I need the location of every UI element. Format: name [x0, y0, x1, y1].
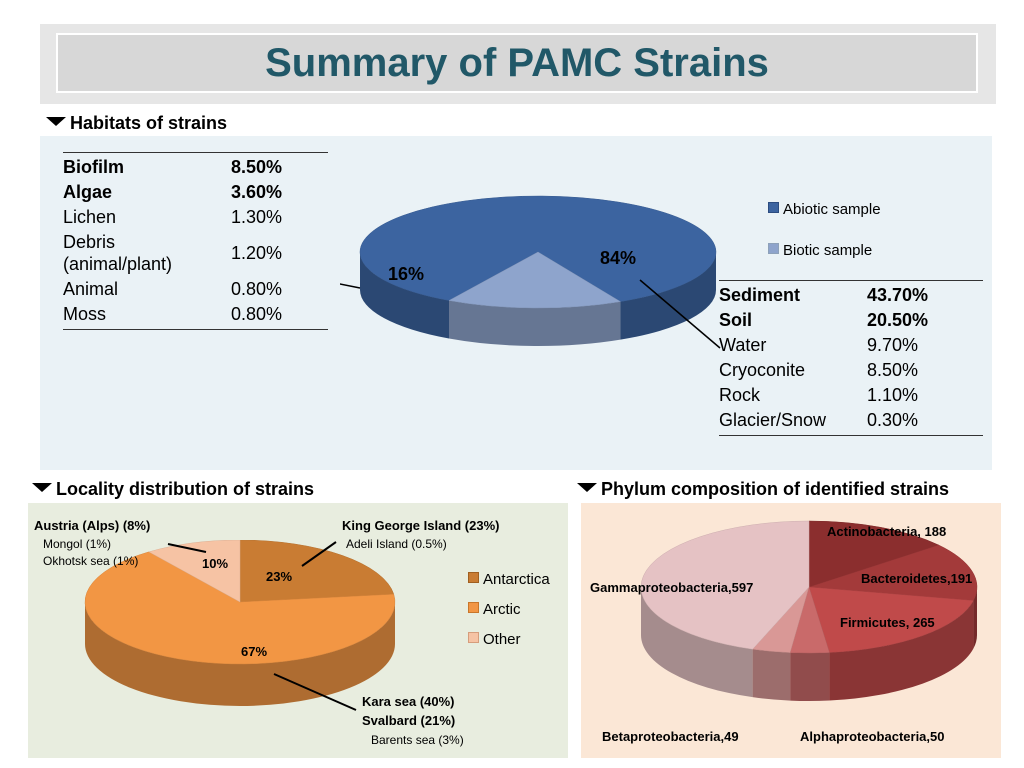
row-value: 3.60%	[231, 182, 283, 202]
table-row	[63, 277, 288, 302]
row-value: 1.30%	[231, 207, 283, 227]
bacteroidetes-label: Bacteroidetes,191	[861, 571, 973, 586]
row-label: Lichen	[63, 207, 117, 227]
triangle-down-icon	[46, 117, 66, 126]
table-row	[63, 180, 288, 205]
row-label: Glacier/Snow	[719, 410, 827, 430]
arctic-annotation-sub: Barents sea (3%)	[371, 733, 464, 747]
row-value: 8.50%	[231, 157, 283, 177]
legend-swatch-antarctica	[468, 572, 479, 583]
row-label: Debris (animal/plant)	[63, 232, 173, 274]
betaproteobacteria-label: Betaproteobacteria,49	[602, 729, 739, 744]
row-value: 1.20%	[231, 243, 283, 263]
alphaproteobacteria-label: Alphaproteobacteria,50	[800, 729, 945, 744]
row-label: Animal	[63, 279, 119, 299]
betaproteobacteria-side	[753, 649, 791, 700]
legend-other	[468, 631, 521, 648]
legend-abiotic-label: Abiotic sample	[783, 201, 881, 218]
row-label: Sediment	[719, 285, 801, 305]
row-value: 9.70%	[867, 335, 919, 355]
row-label: Water	[719, 335, 767, 355]
alphaproteobacteria-side	[790, 653, 829, 701]
phylum-heading	[577, 479, 949, 500]
row-label: Rock	[719, 385, 761, 405]
row-value: 0.30%	[867, 410, 919, 430]
legend-arctic	[468, 601, 521, 618]
table-row	[719, 283, 934, 308]
table-row	[719, 408, 934, 433]
legend-swatch-arctic	[468, 602, 479, 613]
locality-heading-text: Locality distribution of strains	[56, 479, 315, 499]
row-label: Moss	[63, 304, 107, 324]
phylum-heading-text: Phylum composition of identified strains	[601, 479, 950, 499]
biotic-table	[63, 152, 328, 330]
firmicutes-label: Firmicutes, 265	[840, 615, 935, 630]
legend-biotic	[768, 242, 872, 259]
row-label: Algae	[63, 182, 113, 202]
legend-abiotic	[768, 201, 881, 218]
arctic-annotation-main2: Svalbard (21%)	[362, 713, 456, 728]
legend-swatch-abiotic	[768, 202, 779, 213]
biotic-breakdown-table	[63, 155, 288, 327]
arctic-slice-label: 67%	[240, 644, 268, 659]
table-row	[63, 230, 288, 277]
legend-biotic-label: Biotic sample	[783, 242, 873, 259]
row-value: 8.50%	[867, 360, 919, 380]
antarctica-slice-label: 23%	[265, 569, 293, 584]
table-row	[63, 155, 288, 180]
abiotic-slice-label: 84%	[599, 248, 637, 268]
slide-title: Summary of PAMC Strains	[265, 41, 769, 85]
row-value: 0.80%	[231, 304, 283, 324]
row-label: Soil	[719, 310, 753, 330]
habitats-heading-text: Habitats of strains	[70, 113, 228, 133]
antarctica-annotation-main: King George Island (23%)	[342, 518, 500, 533]
table-row	[719, 358, 934, 383]
habitats-pie-chart	[340, 190, 730, 365]
arctic-annotation-main1: Kara sea (40%)	[362, 694, 455, 709]
other-annotation-sub1: Mongol (1%)	[43, 537, 112, 551]
other-annotation-sub2: Okhotsk sea (1%)	[43, 554, 139, 568]
triangle-down-icon	[577, 483, 597, 492]
legend-antarctica	[468, 571, 550, 588]
legend-other-label: Other	[483, 631, 521, 648]
legend-arctic-label: Arctic	[483, 601, 521, 618]
row-value: 20.50%	[867, 310, 929, 330]
biotic-leader-line-end	[340, 282, 360, 288]
abiotic-table	[719, 280, 983, 436]
triangle-down-icon	[32, 483, 52, 492]
table-row	[63, 302, 288, 327]
gammaproteobacteria-label: Gammaproteobacteria,597	[590, 580, 754, 595]
row-label: Biofilm	[63, 157, 124, 177]
locality-heading	[32, 479, 314, 500]
row-value: 43.70%	[867, 285, 929, 305]
biotic-slice-label: 16%	[387, 264, 425, 284]
table-row	[63, 205, 288, 230]
legend-antarctica-label: Antarctica	[483, 571, 550, 588]
antarctica-annotation-sub: Adeli Island (0.5%)	[346, 537, 447, 551]
table-row	[719, 383, 934, 408]
legend-swatch-other	[468, 632, 479, 643]
table-row	[719, 308, 934, 333]
actinobacteria-label: Actinobacteria, 188	[827, 524, 947, 539]
legend-swatch-biotic	[768, 243, 779, 254]
row-label: Cryoconite	[719, 360, 806, 380]
abiotic-breakdown-table	[719, 283, 934, 433]
locality-pie-chart	[80, 540, 410, 735]
row-value: 1.10%	[867, 385, 919, 405]
row-value: 0.80%	[231, 279, 283, 299]
other-slice-label: 10%	[201, 556, 229, 571]
habitats-heading	[46, 113, 227, 134]
other-annotation-main: Austria (Alps) (8%)	[34, 518, 151, 533]
table-row	[719, 333, 934, 358]
